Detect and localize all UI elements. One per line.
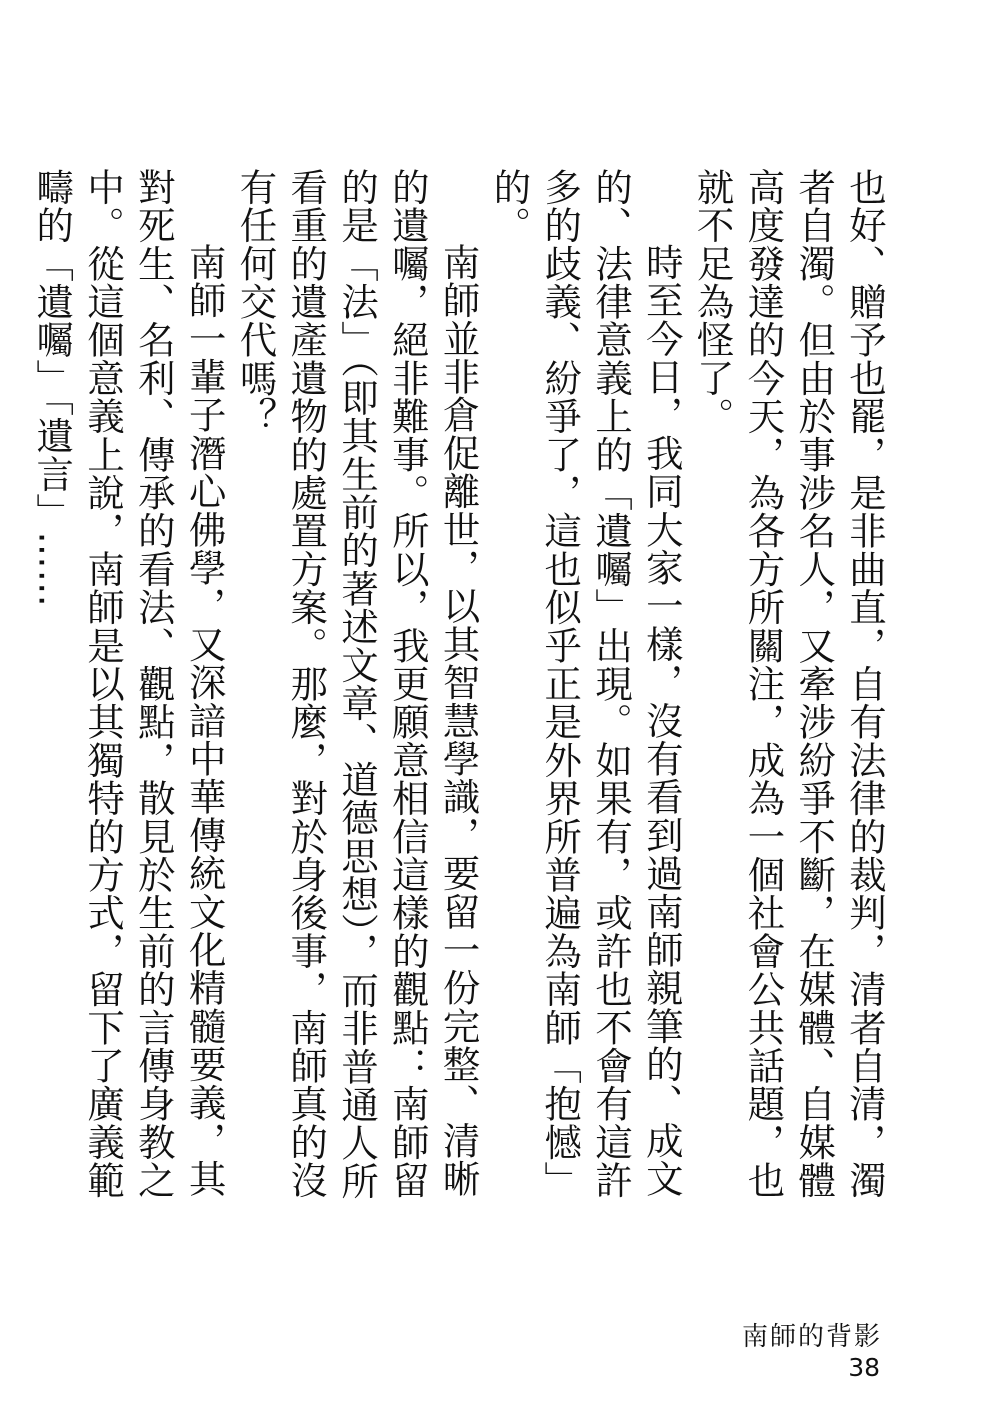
vertical-text-body [26, 168, 890, 1228]
page-number: 38 [848, 1353, 880, 1382]
paragraph-2: 時至今日，我同大家一樣，沒有看到過南師親筆的、成文的、法律意義上的「遺囑」出現。如果有，或許也不會有這許多的歧義、紛爭了，這也似乎正是外界所普遍為南師「抱憾」的。 [487, 168, 684, 1200]
running-footer-title: 南師的背影 [741, 1322, 882, 1352]
paragraph-4: 南師一輩子潛心佛學，又深諳中華傳統文化精髓要義，其對死生、名利、傳承的看法、觀點，散見於生前的言傳身教之中。從這個意義上說，南師是以其獨特的方式，留下了廣義範疇的「遺囑」「遺言」…… [30, 168, 227, 1200]
paragraph-3: 南師並非倉促離世，以其智慧學識，要留一份完整、清晰的遺囑，絕非難事。所以，我更願意相信這樣的觀點：南師留的是「法」（即其生前的著述文章、道德思想），而非普通人所看重的遺產遺物的處置方案。那麼，對於身後事，南師真的沒有任何交代嗎？ [233, 168, 481, 1201]
paragraph-1: 也好、贈予也罷，是非曲直，自有法律的裁判，清者自清，濁者自濁。但由於事涉名人，又牽涉紛爭不斷，在媒體、自媒體高度發達的今天，為各方所關注，成為一個社會公共話題，也就不足為怪了。 [690, 168, 887, 1200]
